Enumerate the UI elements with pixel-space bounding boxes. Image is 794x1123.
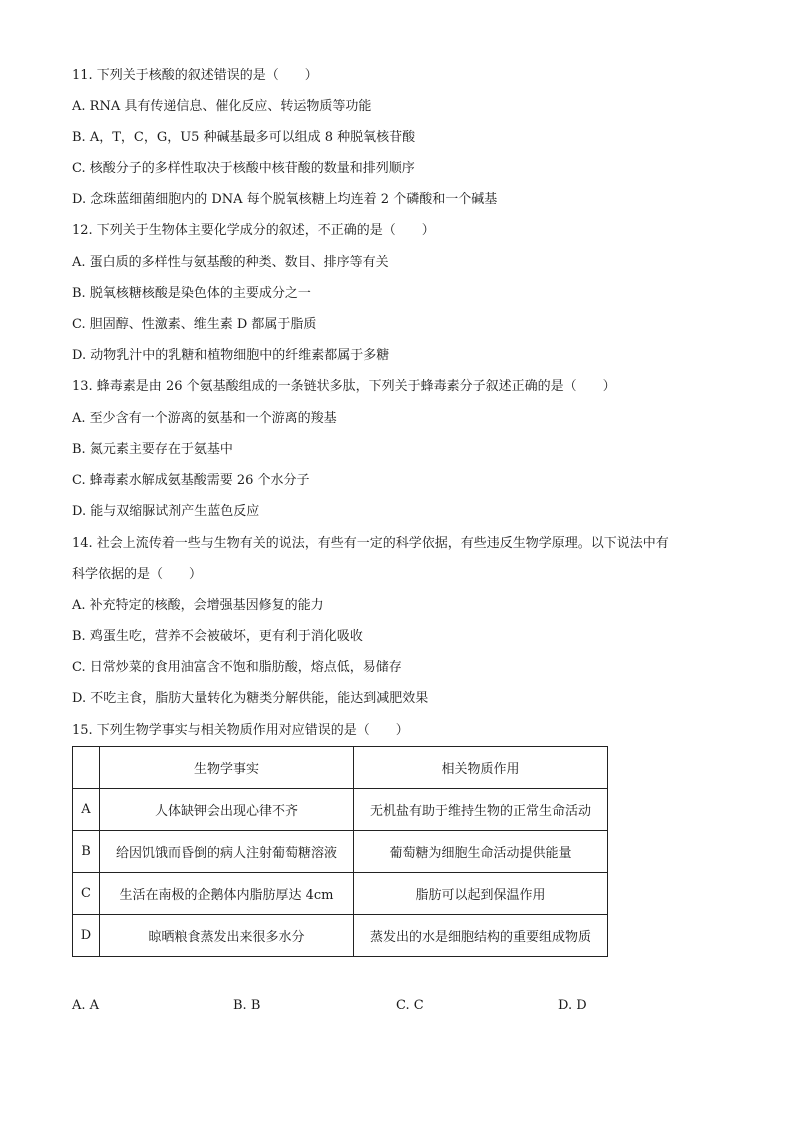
table-cell: C [73, 873, 100, 915]
table-row [73, 915, 608, 957]
answer-option-a: A. A [72, 998, 100, 1013]
table-header-cell: 相关物质作用 [354, 747, 608, 789]
question-14-stem-continued: 科学依据的是（ ） [72, 567, 203, 582]
answer-option-c: C. C [396, 998, 424, 1013]
table-cell: 脂肪可以起到保温作用 [354, 873, 608, 915]
question-11-option-d: D. 念珠蓝细菌细胞内的 DNA 每个脱氧核糖上均连着 2 个磷酸和一个碱基 [72, 192, 498, 207]
question-11-option-a: A. RNA 具有传递信息、催化反应、转运物质等功能 [72, 99, 372, 114]
answer-option-d: D. D [558, 998, 587, 1013]
table-cell: 生活在南极的企鹅体内脂肪厚达 4cm [100, 873, 354, 915]
table-cell: A [73, 789, 100, 831]
question-14-option-c: C. 日常炒菜的食用油富含不饱和脂肪酸，熔点低，易储存 [72, 660, 402, 675]
question-12-stem: 12. 下列关于生物体主要化学成分的叙述，不正确的是（ ） [72, 223, 435, 238]
table-cell: 给因饥饿而昏倒的病人注射葡萄糖溶液 [100, 831, 354, 873]
table-row [73, 789, 608, 831]
question-12-option-d: D. 动物乳汁中的乳糖和植物细胞中的纤维素都属于多糖 [72, 348, 390, 363]
table-header-cell: 生物学事实 [100, 747, 354, 789]
question-12-option-a: A. 蛋白质的多样性与氨基酸的种类、数目、排序等有关 [72, 255, 389, 270]
table-cell: 蒸发出的水是细胞结构的重要组成物质 [354, 915, 608, 957]
table-header-cell [73, 747, 100, 789]
table-cell: 晾晒粮食蒸发出来很多水分 [100, 915, 354, 957]
question-13-option-a: A. 至少含有一个游离的氨基和一个游离的羧基 [72, 411, 337, 426]
table-cell: 葡萄糖为细胞生命活动提供能量 [354, 831, 608, 873]
question-11-stem: 11. 下列关于核酸的叙述错误的是（ ） [72, 68, 318, 83]
facts-table [72, 746, 608, 957]
table-header-row [73, 747, 608, 789]
question-12-option-c: C. 胆固醇、性激素、维生素 D 都属于脂质 [72, 317, 317, 332]
question-12-option-b: B. 脱氧核糖核酸是染色体的主要成分之一 [72, 286, 311, 301]
table-row [73, 873, 608, 915]
question-13-option-c: C. 蜂毒素水解成氨基酸需要 26 个水分子 [72, 473, 310, 488]
table-cell: 人体缺钾会出现心律不齐 [100, 789, 354, 831]
table-cell: 无机盐有助于维持生物的正常生命活动 [354, 789, 608, 831]
question-14-stem: 14. 社会上流传着一些与生物有关的说法，有些有一定的科学依据，有些违反生物学原理。以下说法中有 [72, 536, 669, 551]
question-15-stem: 15. 下列生物学事实与相关物质作用对应错误的是（ ） [72, 723, 409, 738]
question-11-option-c: C. 核酸分子的多样性取决于核酸中核苷酸的数量和排列顺序 [72, 161, 415, 176]
question-14-option-a: A. 补充特定的核酸，会增强基因修复的能力 [72, 598, 324, 613]
table-cell: D [73, 915, 100, 957]
question-13-option-b: B. 氮元素主要存在于氨基中 [72, 442, 233, 457]
table-cell: B [73, 831, 100, 873]
answer-option-b: B. B [233, 998, 261, 1013]
answer-options [0, 997, 794, 1017]
question-14-option-b: B. 鸡蛋生吃，营养不会被破坏，更有利于消化吸收 [72, 629, 363, 644]
question-13-option-d: D. 能与双缩脲试剂产生蓝色反应 [72, 504, 260, 519]
question-14-option-d: D. 不吃主食，脂肪大量转化为糖类分解供能，能达到减肥效果 [72, 691, 429, 706]
question-13-stem: 13. 蜂毒素是由 26 个氨基酸组成的一条链状多肽，下列关于蜂毒素分子叙述正确的是（ ） [72, 379, 616, 394]
question-11-option-b: B. A，T，C，G，U5 种碱基最多可以组成 8 种脱氧核苷酸 [72, 130, 416, 145]
table-row [73, 831, 608, 873]
